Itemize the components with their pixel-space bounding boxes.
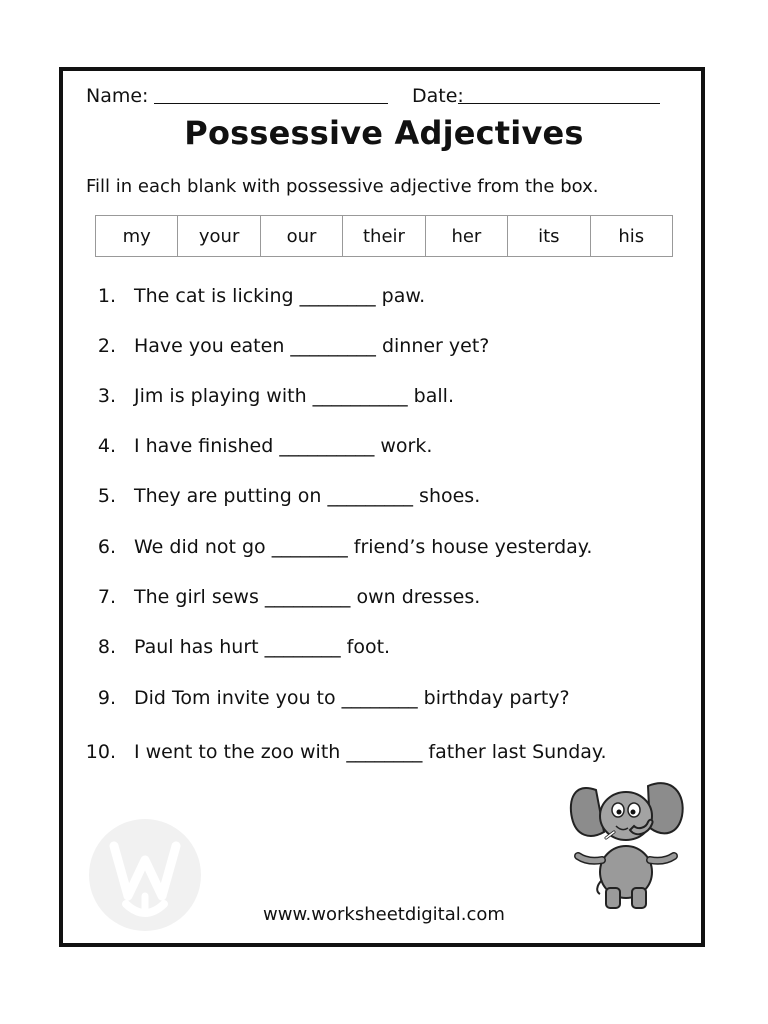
- question-number: 7.: [97, 586, 116, 608]
- word-box-item: her: [426, 216, 508, 256]
- question-text: Did Tom invite you to ________ birthday party?: [134, 687, 570, 709]
- question-text: Paul has hurt ________ foot.: [134, 636, 391, 658]
- word-box-item: his: [618, 225, 645, 247]
- word-box: [95, 215, 673, 257]
- question-number: 2.: [97, 335, 116, 357]
- word-box-item: my: [96, 216, 178, 256]
- footer-website: www.worksheetdigital.com: [263, 904, 505, 925]
- word-box-item: your: [178, 216, 260, 256]
- word-box-item: their: [343, 216, 425, 256]
- question-number: 1.: [97, 285, 116, 307]
- name-label: Name:: [86, 85, 149, 107]
- question-number: 6.: [97, 536, 116, 558]
- question-number: 9.: [97, 687, 116, 709]
- word-box-item: our: [261, 216, 343, 256]
- elephant-illustration-icon: [566, 776, 688, 912]
- question-text: We did not go ________ friend’s house yesterday.: [134, 536, 593, 558]
- question-text: They are putting on _________ shoes.: [134, 485, 481, 507]
- instructions: Fill in each blank with possessive adjective from the box.: [86, 176, 599, 197]
- question-number: 4.: [97, 435, 116, 457]
- name-blank-line[interactable]: [154, 103, 388, 104]
- question-text: I have finished __________ work.: [134, 435, 433, 457]
- question-text: The girl sews _________ own dresses.: [134, 586, 481, 608]
- question-text: Jim is playing with __________ ball.: [134, 385, 454, 407]
- question-number: 10.: [85, 741, 116, 763]
- question-text: Have you eaten _________ dinner yet?: [134, 335, 490, 357]
- question-number: 3.: [97, 385, 116, 407]
- date-blank-line[interactable]: [458, 103, 660, 104]
- question-number: 5.: [97, 485, 116, 507]
- word-box-item: its: [508, 216, 590, 256]
- date-label: Date:: [412, 85, 464, 107]
- question-text: I went to the zoo with ________ father last Sunday.: [134, 741, 607, 763]
- page-title: Possessive Adjectives: [184, 114, 584, 152]
- question-text: The cat is licking ________ paw.: [134, 285, 426, 307]
- question-number: 8.: [97, 636, 116, 658]
